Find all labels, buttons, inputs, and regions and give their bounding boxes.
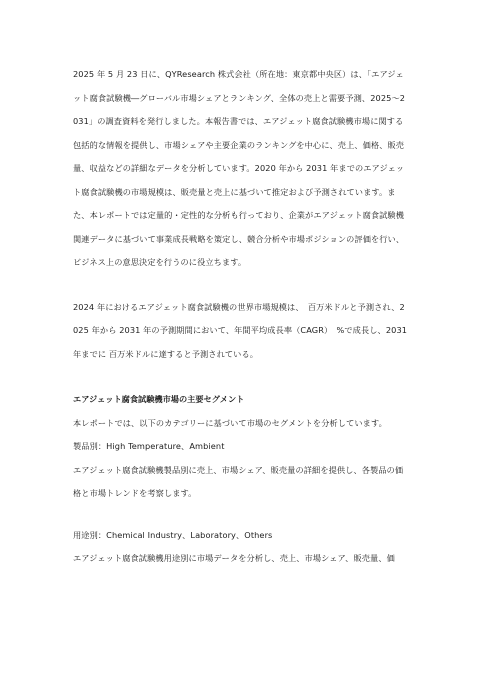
spacer xyxy=(73,366,409,388)
application-description: エアジェット腐食試験機用途別に市場データを分析し、売上、市場シェア、販売量、価 xyxy=(73,553,395,563)
market-size-paragraph: 2024 年におけるエアジェット腐食試験機の世界市場規模は、 百万米ドルと予測され、2025 年から 2031 年の予測期間において、年間平均成長率（CAGR） %で成長し、2031 年までに 百万米ドルに達すると予測されている。 xyxy=(73,301,408,359)
intro-paragraph: 2025 年 5 月 23 日に、QYResearch 株式会社（所在地：東京都中央区）は、「エアジェット腐食試験機―グローバル市場シェアとランキング、全体の売上と需要予測、2025～2031」の調査資料を発行しました。本報告書では、エアジェット腐食試験機市場に関する包括的な情報を提供し、市場シェアや主要企業のランキングを中心に、売上、価格、販売量、収益などの詳細なデータを分析しています。2020 年から 2031 年までのエアジェット腐食試験機の市場規模は、販売量と売上に基づいて推定および予測されています。また、本レポートでは定量的・定性的な分析も行っており、企業がエアジェット腐食試験機関連データに基づいて事業成長戦略を策定し、競合分析や市場ポジションの評価を行い、ビジネス上の意思決定を行うのに役立ちます。 xyxy=(73,69,406,267)
spacer xyxy=(73,275,409,296)
product-label: 製品別：High Temperature、Ambient xyxy=(73,441,225,451)
segment-heading: エアジェット腐食試験機市場の主要セグメント xyxy=(73,394,245,404)
product-description: エアジェット腐食試験機製品別に売上、市場シェア、販売量の詳細を提供し、各製品の価格と市場トレンドを考察します。 xyxy=(73,464,404,498)
application-label: 用途別：Chemical Industry、Laboratory、Others xyxy=(73,529,273,540)
document-body xyxy=(73,63,409,571)
spacer xyxy=(73,506,409,524)
segment-intro: 本レポートでは、以下のカテゴリーに基づいて市場のセグメントを分析しています。 xyxy=(73,417,387,428)
